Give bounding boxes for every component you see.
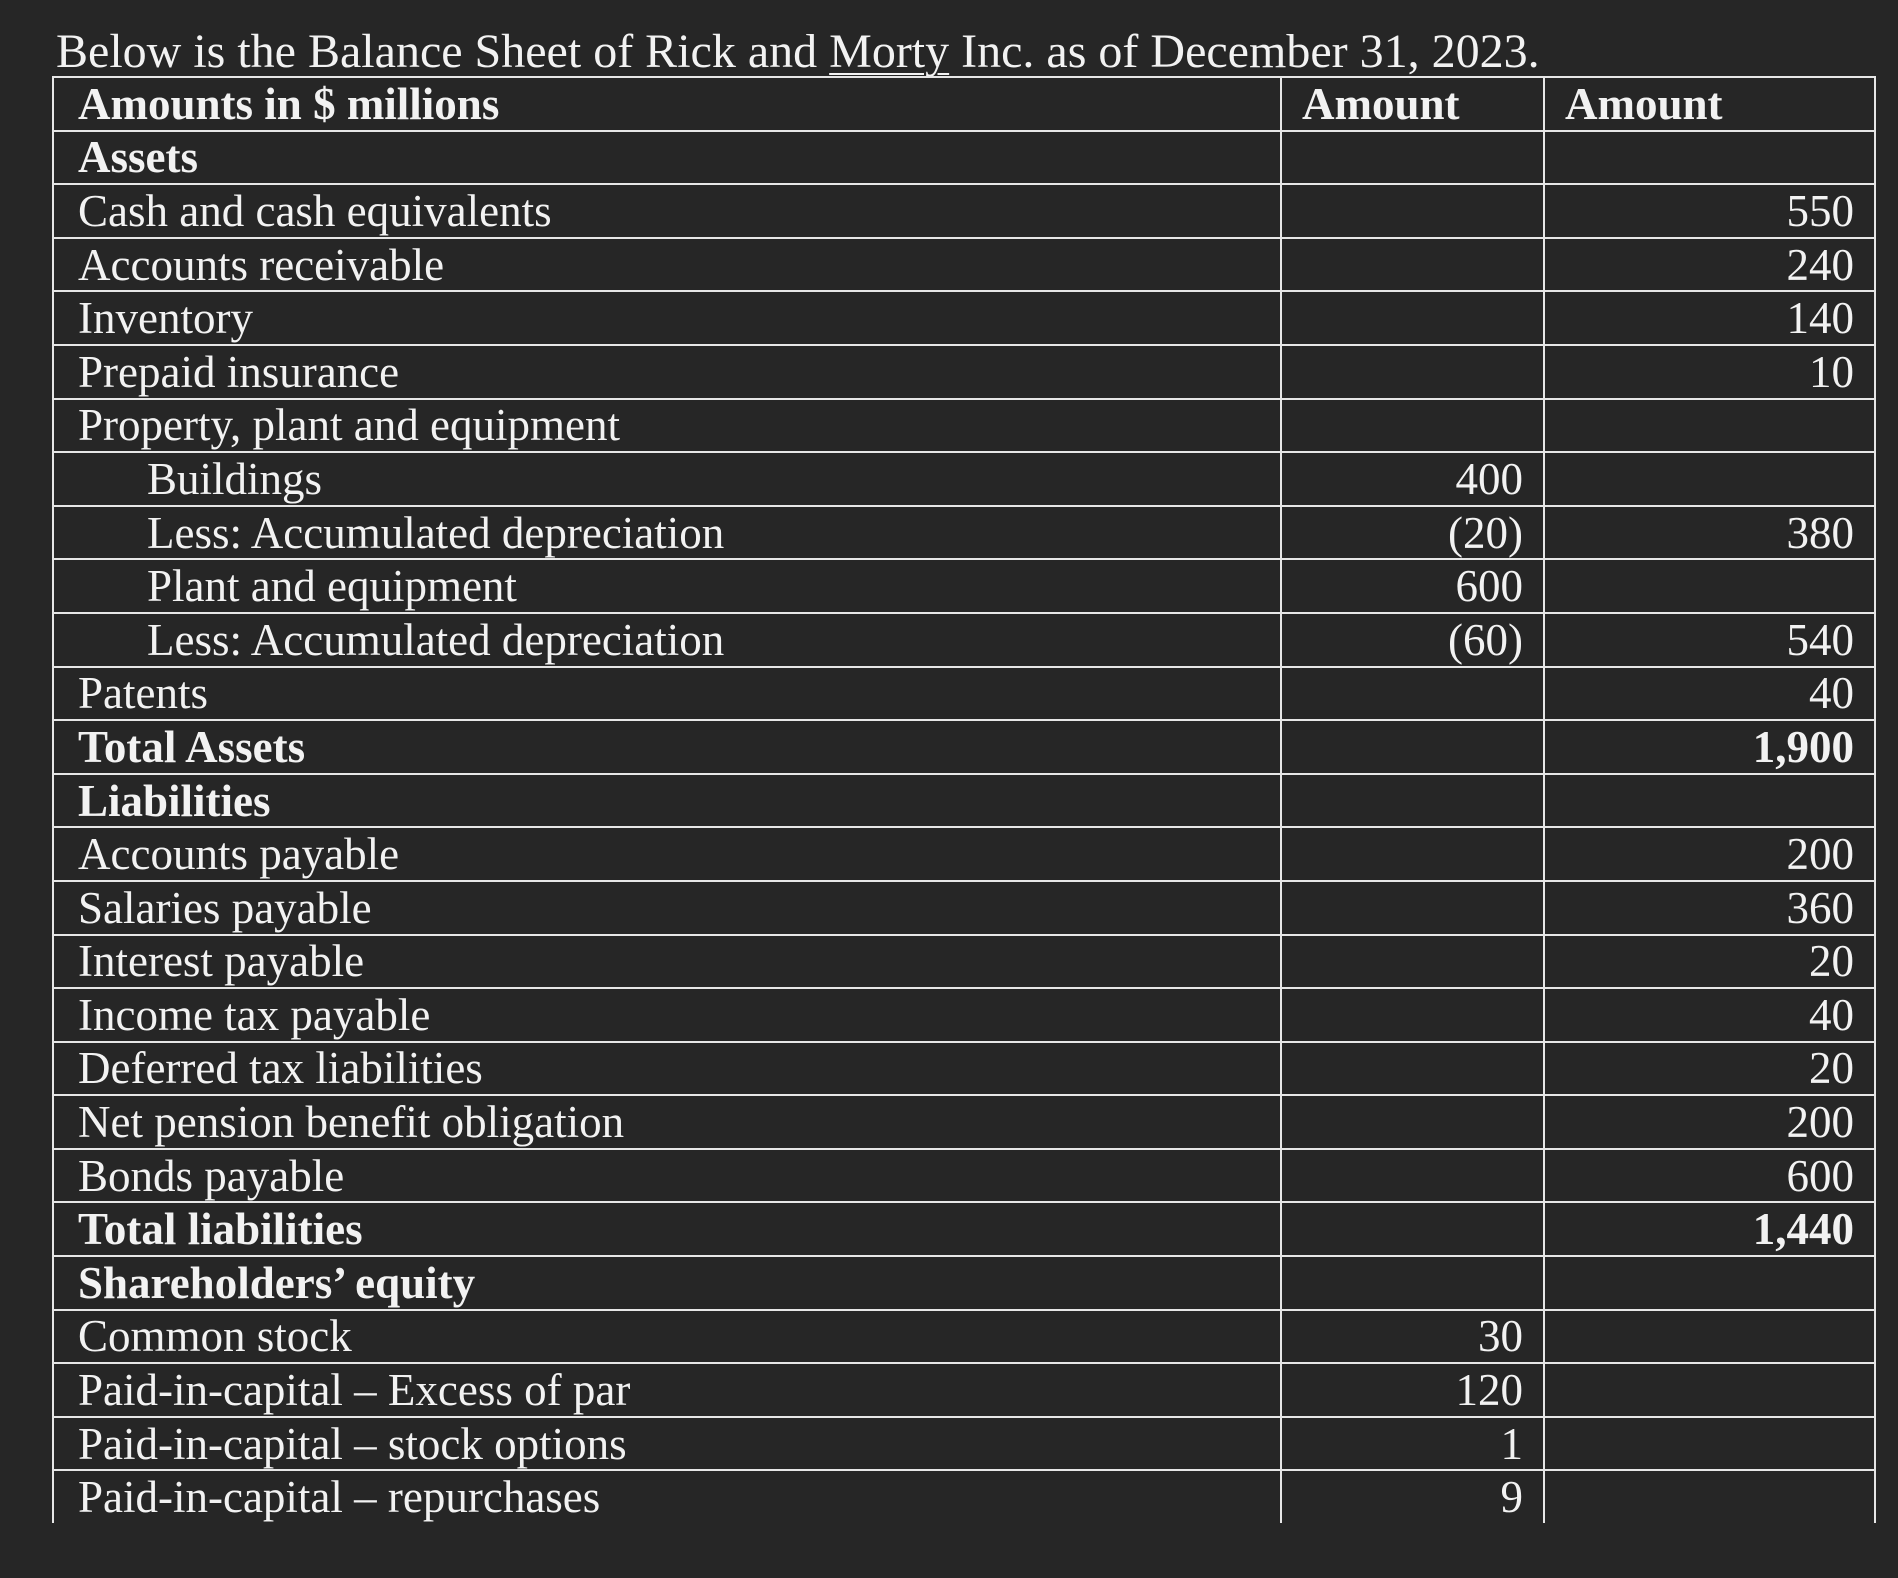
row-amount-2: 600: [1544, 1149, 1875, 1203]
row-amount-1: [1281, 1256, 1544, 1310]
intro-sentence: [56, 20, 1540, 84]
intro-text-before: Below is the Balance Sheet of Rick and: [56, 25, 830, 78]
header-amount-2: Amount: [1544, 77, 1875, 131]
intro-text-underlined: Morty: [829, 25, 950, 78]
table-row: [53, 399, 1875, 453]
table-row: [53, 1202, 1875, 1256]
row-amount-2: 40: [1544, 988, 1875, 1042]
table-row: [53, 935, 1875, 989]
row-label: Assets: [53, 131, 1281, 185]
table-row: [53, 1363, 1875, 1417]
row-label: Less: Accumulated depreciation: [53, 613, 1281, 667]
row-label: Total liabilities: [53, 1202, 1281, 1256]
row-amount-2: [1544, 452, 1875, 506]
row-label: Salaries payable: [53, 881, 1281, 935]
table-row: [53, 1417, 1875, 1471]
row-amount-2: 140: [1544, 291, 1875, 345]
table-row: [53, 1310, 1875, 1364]
row-label: Less: Accumulated depreciation: [53, 506, 1281, 560]
row-label: Paid-in-capital – Excess of par: [53, 1363, 1281, 1417]
row-amount-2: 1,440: [1544, 1202, 1875, 1256]
table-row: [53, 1095, 1875, 1149]
row-amount-1: (20): [1281, 506, 1544, 560]
balance-sheet-body: [53, 77, 1875, 1523]
row-label: Paid-in-capital – stock options: [53, 1417, 1281, 1471]
row-amount-2: [1544, 1470, 1875, 1523]
row-amount-2: 200: [1544, 1095, 1875, 1149]
row-amount-2: [1544, 1363, 1875, 1417]
row-label: Total Assets: [53, 720, 1281, 774]
row-amount-1: (60): [1281, 613, 1544, 667]
row-amount-2: 20: [1544, 935, 1875, 989]
table-header-row: [53, 77, 1875, 131]
row-amount-2: [1544, 1310, 1875, 1364]
row-amount-2: 20: [1544, 1042, 1875, 1096]
row-amount-1: [1281, 184, 1544, 238]
row-label: Accounts receivable: [53, 238, 1281, 292]
table-row: [53, 345, 1875, 399]
row-label: Property, plant and equipment: [53, 399, 1281, 453]
row-amount-1: 400: [1281, 452, 1544, 506]
row-amount-2: [1544, 1417, 1875, 1471]
row-label: Paid-in-capital – repurchases: [53, 1470, 1281, 1523]
table-row: [53, 720, 1875, 774]
table-row: [53, 881, 1875, 935]
row-amount-2: 240: [1544, 238, 1875, 292]
table-row: [53, 452, 1875, 506]
row-amount-1: 30: [1281, 1310, 1544, 1364]
row-amount-2: 540: [1544, 613, 1875, 667]
intro-text-after: Inc. as of December 31, 2023.: [949, 25, 1540, 78]
table-row: [53, 613, 1875, 667]
table-row: [53, 291, 1875, 345]
header-label: Amounts in $ millions: [53, 77, 1281, 131]
row-amount-1: [1281, 1202, 1544, 1256]
table-row: [53, 1149, 1875, 1203]
table-row: [53, 559, 1875, 613]
row-amount-2: [1544, 399, 1875, 453]
row-label: Interest payable: [53, 935, 1281, 989]
row-amount-2: 550: [1544, 184, 1875, 238]
row-amount-1: 1: [1281, 1417, 1544, 1471]
header-amount-1: Amount: [1281, 77, 1544, 131]
row-label: Prepaid insurance: [53, 345, 1281, 399]
row-label: Bonds payable: [53, 1149, 1281, 1203]
row-amount-1: [1281, 1042, 1544, 1096]
row-amount-1: [1281, 720, 1544, 774]
row-amount-1: [1281, 988, 1544, 1042]
table-row: [53, 774, 1875, 828]
row-amount-1: [1281, 881, 1544, 935]
row-label: Common stock: [53, 1310, 1281, 1364]
row-label: Net pension benefit obligation: [53, 1095, 1281, 1149]
table-row: [53, 1042, 1875, 1096]
row-amount-1: [1281, 399, 1544, 453]
row-amount-1: [1281, 131, 1544, 185]
row-label: Inventory: [53, 291, 1281, 345]
row-label: Deferred tax liabilities: [53, 1042, 1281, 1096]
row-label: Income tax payable: [53, 988, 1281, 1042]
row-amount-1: [1281, 774, 1544, 828]
row-amount-1: [1281, 345, 1544, 399]
row-amount-2: 380: [1544, 506, 1875, 560]
row-amount-2: [1544, 559, 1875, 613]
table-row: [53, 667, 1875, 721]
table-row: [53, 131, 1875, 185]
row-label: Patents: [53, 667, 1281, 721]
row-amount-2: 40: [1544, 667, 1875, 721]
row-amount-1: [1281, 238, 1544, 292]
row-amount-2: 1,900: [1544, 720, 1875, 774]
row-amount-1: [1281, 667, 1544, 721]
row-amount-2: [1544, 774, 1875, 828]
row-amount-1: [1281, 1095, 1544, 1149]
table-row: [53, 827, 1875, 881]
table-row: [53, 988, 1875, 1042]
row-label: Buildings: [53, 452, 1281, 506]
table-row: [53, 238, 1875, 292]
row-amount-2: [1544, 1256, 1875, 1310]
row-label: Liabilities: [53, 774, 1281, 828]
row-amount-1: 600: [1281, 559, 1544, 613]
row-label: Accounts payable: [53, 827, 1281, 881]
row-amount-1: 120: [1281, 1363, 1544, 1417]
table-row: [53, 184, 1875, 238]
row-amount-2: 10: [1544, 345, 1875, 399]
row-amount-1: [1281, 1149, 1544, 1203]
row-label: Plant and equipment: [53, 559, 1281, 613]
row-amount-2: 200: [1544, 827, 1875, 881]
table-row: [53, 1470, 1875, 1523]
table-row: [53, 506, 1875, 560]
row-amount-1: [1281, 291, 1544, 345]
row-amount-1: [1281, 935, 1544, 989]
balance-sheet-table: [52, 76, 1876, 1523]
row-amount-1: 9: [1281, 1470, 1544, 1523]
row-amount-2: 360: [1544, 881, 1875, 935]
row-amount-1: [1281, 827, 1544, 881]
row-label: Shareholders’ equity: [53, 1256, 1281, 1310]
row-amount-2: [1544, 131, 1875, 185]
table-row: [53, 1256, 1875, 1310]
row-label: Cash and cash equivalents: [53, 184, 1281, 238]
